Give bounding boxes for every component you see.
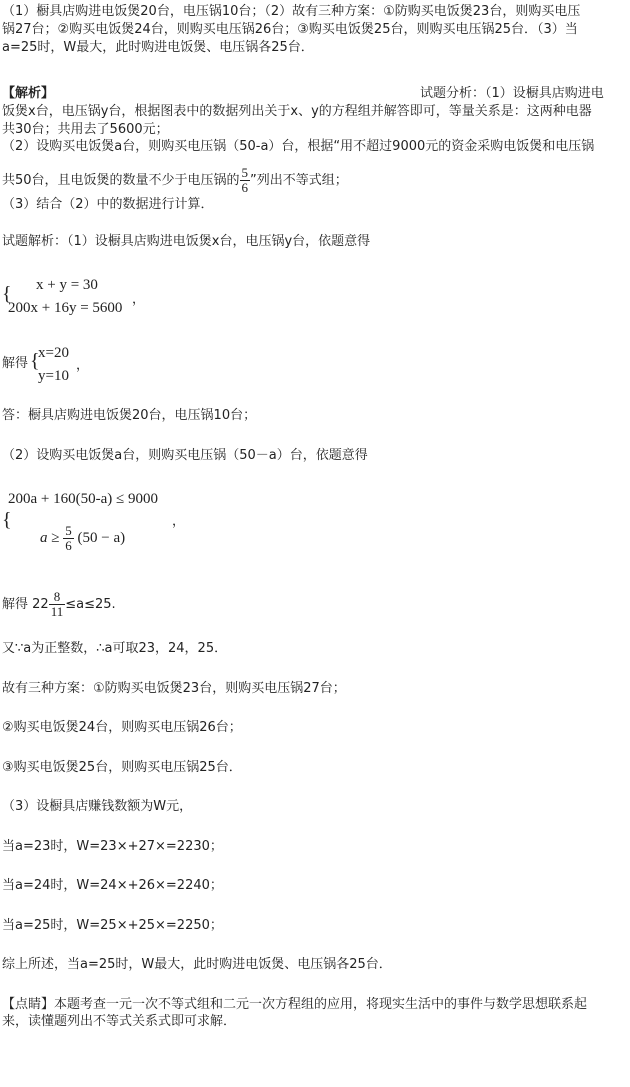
analysis-line-2: 共30台；共用去了5600元； bbox=[2, 122, 169, 137]
fraction-eight-elevenths bbox=[49, 590, 66, 619]
w-when-23: 当a=23时，W=23×+27×=2230； bbox=[2, 839, 223, 854]
inequality-bottom bbox=[40, 524, 125, 553]
equation-1-tail: ， bbox=[132, 292, 146, 307]
solution-intro: 试题解析：（1）设橱具店购进电饭煲x台，电压锅y台，依题意得 bbox=[2, 234, 371, 249]
comment-line-1: 【点睛】本题考查一元一次不等式组和二元一次方程组的应用，将现实生活中的事件与数学思想联系起 bbox=[2, 997, 588, 1012]
solution-brace: { bbox=[30, 350, 40, 372]
analysis-line-4-text: 共50台，且电饭煲的数量不少于电压锅的 bbox=[2, 173, 240, 188]
solved-label: 解得 bbox=[2, 356, 29, 371]
inequality-top: 200a + 160(50-a) ≤ 9000 bbox=[8, 491, 158, 507]
analysis-line-4-tail: ”列出不等式组； bbox=[250, 173, 348, 188]
part-3-intro: （3）设橱具店赚钱数额为W元， bbox=[2, 799, 193, 814]
plan-c: ③购买电饭煲25台，则购买电压锅25台． bbox=[2, 760, 242, 775]
plan-b: ②购买电饭煲24台，则购买电压锅26台； bbox=[2, 720, 242, 735]
solution-x: x=20 bbox=[38, 345, 69, 361]
fraction-denominator: 6 bbox=[65, 538, 72, 553]
solved-range bbox=[2, 590, 116, 619]
answer-line-2: 锅27台；②购买电饭煲24台，则购买电压锅26台；③购买电饭煲25台，则购买电压锅25台．（3）当 bbox=[2, 22, 578, 37]
conclusion: 综上所述，当a=25时，W最大，此时购进电饭煲、电压锅各25台． bbox=[2, 957, 392, 972]
fraction-denominator: 6 bbox=[241, 180, 249, 195]
analysis-line-5: （3）结合（2）中的数据进行计算． bbox=[2, 197, 214, 212]
fraction-numerator: 5 bbox=[65, 523, 72, 538]
analysis-line-3: （2）设购买电饭煲a台，则购买电压锅（50-a）台，根据“用不超过9000元的资金采购电饭煲和电压锅 bbox=[2, 139, 595, 154]
answer-line-3: a=25时，W最大，此时购进电饭煲、电压锅各25台． bbox=[2, 40, 314, 55]
equation-1-top: x + y = 30 bbox=[36, 277, 98, 293]
part-2-intro: （2）设购买电饭煲a台，则购买电压锅（50－a）台，依题意得 bbox=[2, 448, 368, 463]
answer-line-1: （1）橱具店购进电饭煲20台，电压锅10台；（2）故有三种方案：①防购买电饭煲23台，则购买电压 bbox=[2, 4, 581, 19]
plan-a: 故有三种方案：①防购买电饭煲23台，则购买电压锅27台； bbox=[2, 681, 346, 696]
solved-range-prefix: 解得 22 bbox=[2, 597, 49, 612]
equation-1-bottom: 200x + 16y = 5600 bbox=[8, 300, 123, 316]
inequality-bottom-rhs: (50 − a) bbox=[77, 529, 126, 546]
fraction-five-sixths bbox=[240, 166, 251, 195]
fraction-numerator: 8 bbox=[49, 590, 66, 605]
solved-range-suffix: ≤a≤25. bbox=[65, 597, 116, 612]
analysis-heading: 【解析】 bbox=[2, 86, 55, 101]
analysis-line-4 bbox=[2, 166, 348, 195]
inequality-brace: { bbox=[2, 509, 12, 531]
fraction-denominator: 11 bbox=[50, 604, 64, 619]
solution-y: y=10 bbox=[38, 368, 69, 384]
fraction-numerator: 5 bbox=[241, 165, 249, 180]
integer-line: 又∵a为正整数，∴a可取23，24，25． bbox=[2, 641, 228, 656]
analysis-intro: 试题分析：（1）设橱具店购进电 bbox=[420, 86, 604, 101]
analysis-line-1: 饭煲x台，电压锅y台，根据图表中的数据列出关于x、y的方程组并解答即可，等量关系是：这两种电器 bbox=[2, 104, 592, 119]
solution-tail: ， bbox=[76, 358, 90, 373]
fraction-five-sixths-ineq bbox=[63, 524, 74, 553]
equation-system-brace: { bbox=[2, 283, 12, 305]
inequality-bottom-lhs: a ≥ bbox=[40, 529, 60, 546]
answer-part-1: 答：橱具店购进电饭煲20台，电压锅10台； bbox=[2, 408, 257, 423]
w-when-24: 当a=24时，W=24×+26×=2240； bbox=[2, 878, 223, 893]
comment-line-2: 来，读懂题列出不等式关系式即可求解． bbox=[2, 1014, 237, 1029]
w-when-25: 当a=25时，W=25×+25×=2250； bbox=[2, 918, 223, 933]
inequality-tail: ， bbox=[172, 514, 186, 529]
